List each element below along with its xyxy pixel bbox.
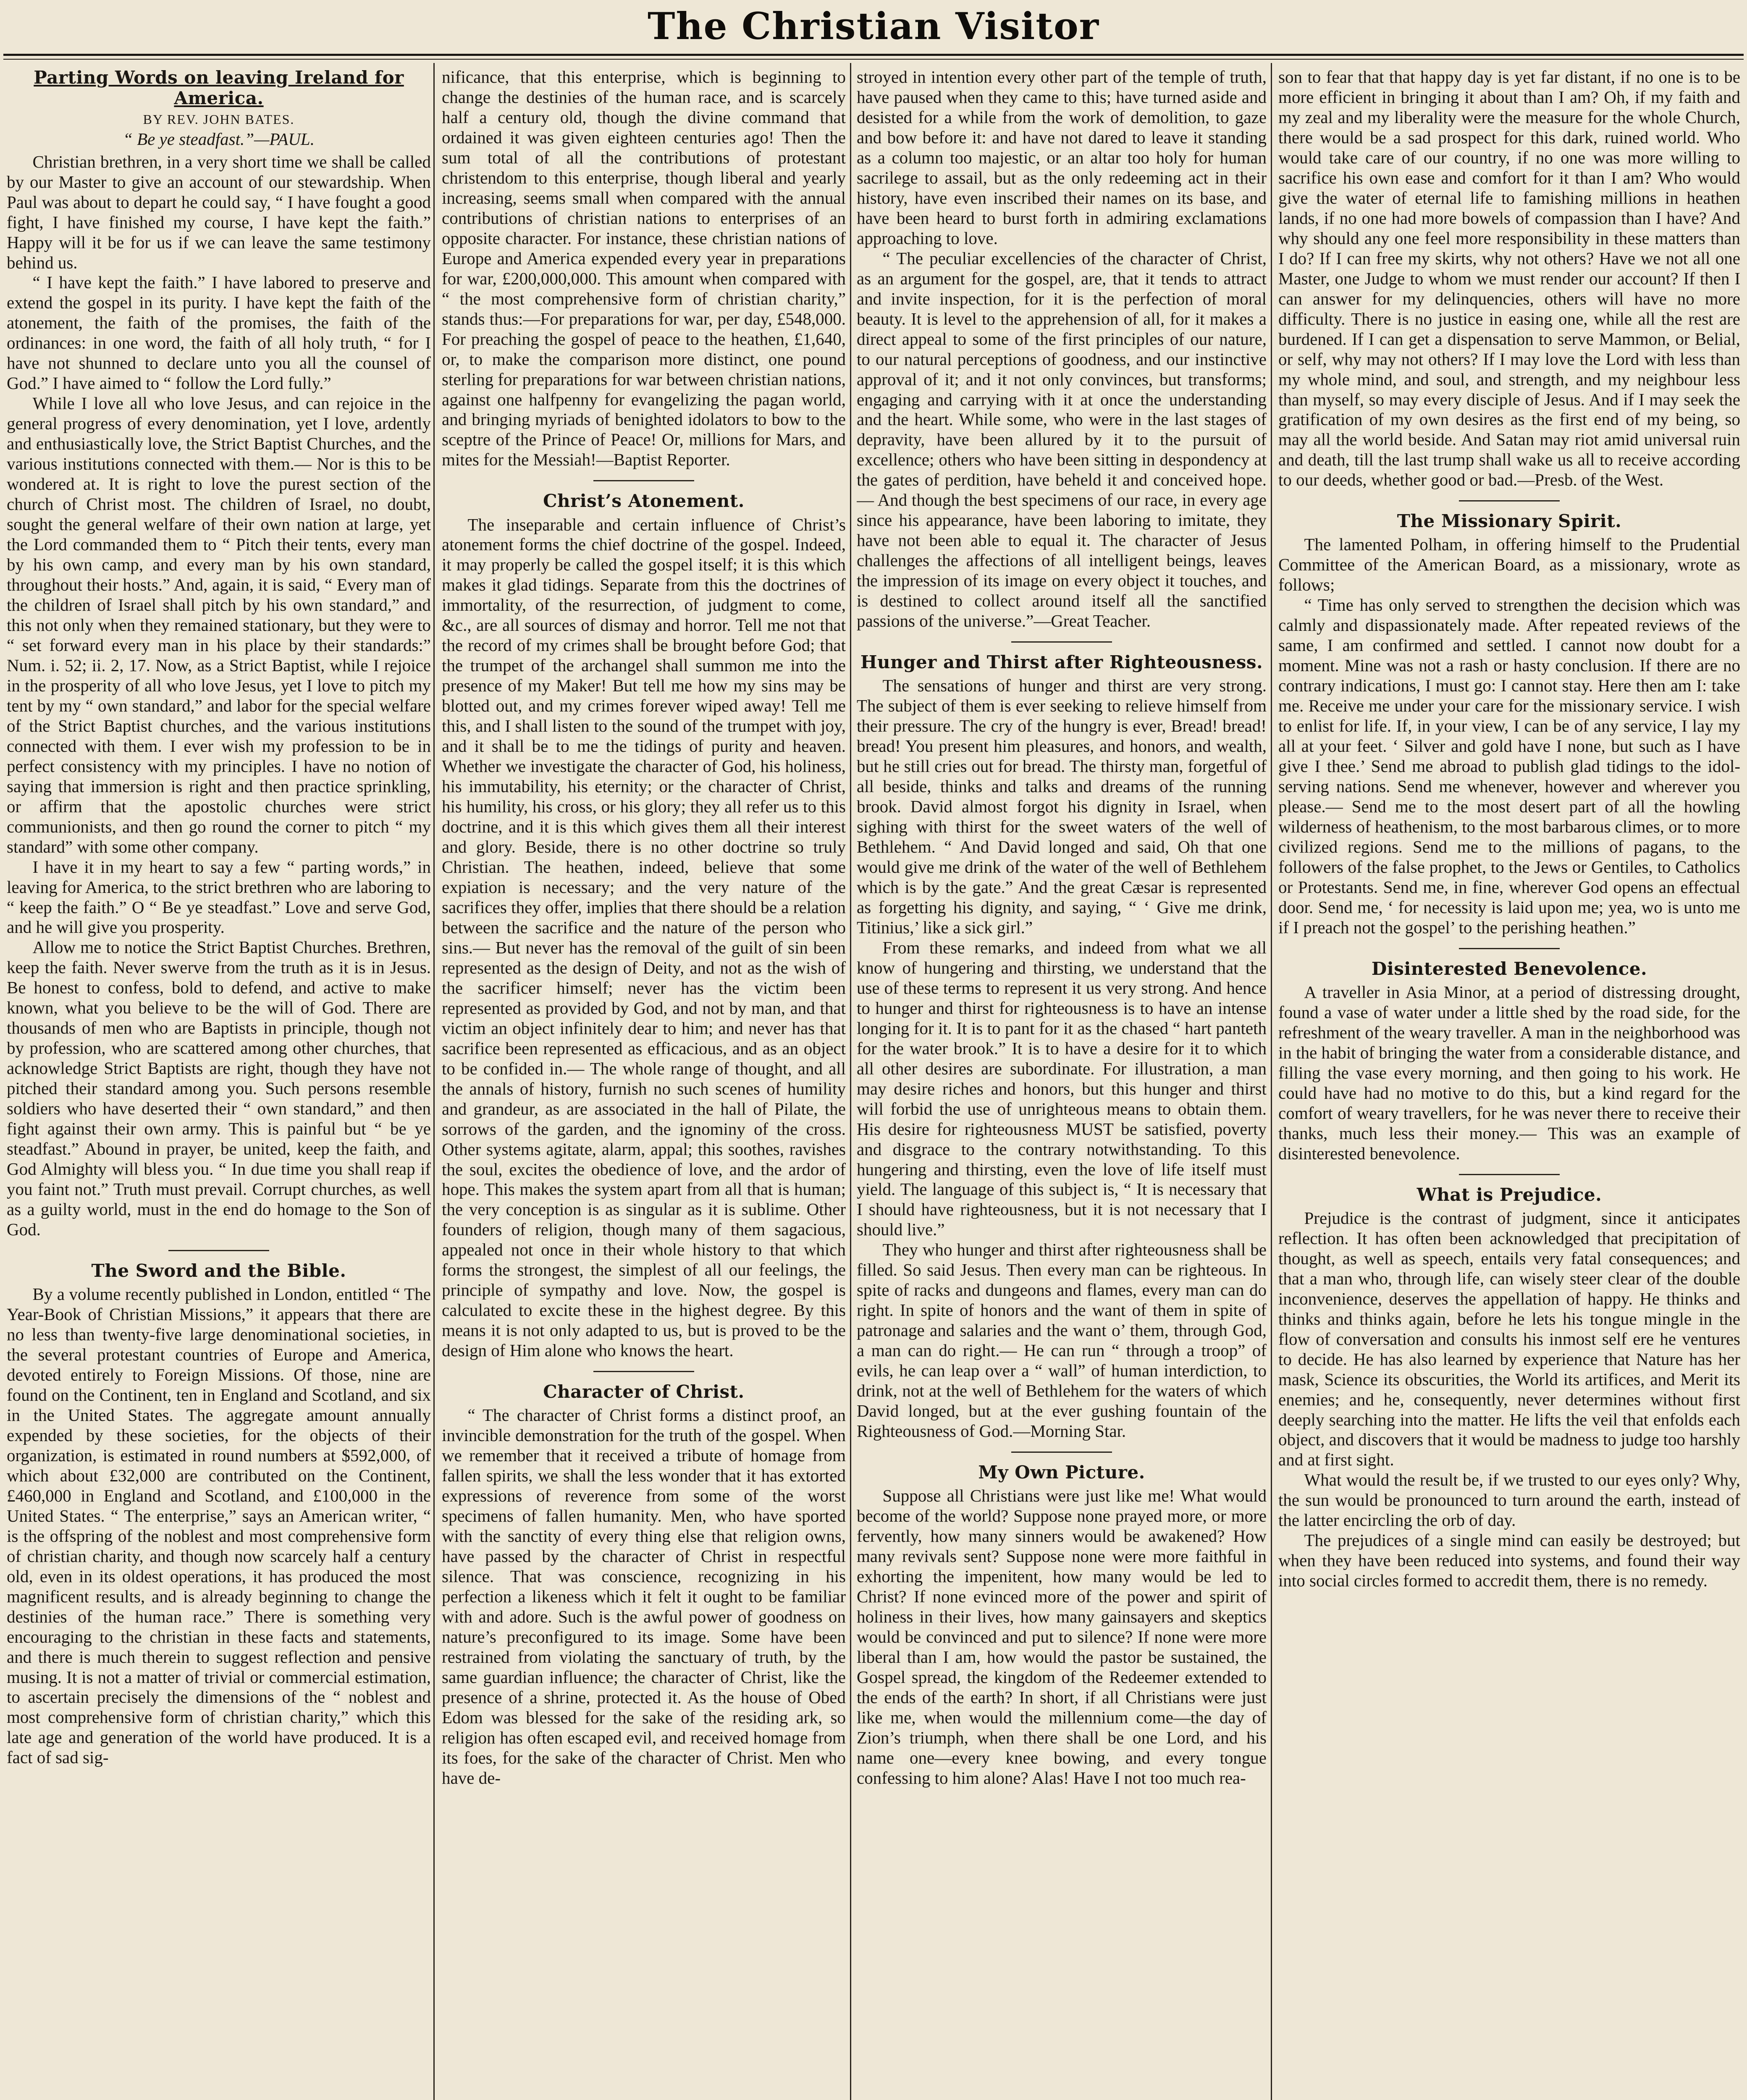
section-separator [593,1371,694,1372]
paragraph: “ I have kept the faith.” I have labored to preserve and extend the gospel in its purity. I have kept the faith of the atonement, the faith of the promises, the faith of the ordinances: in one word, the faith of all holy truth, “ for I have not shunned to declare unto you all the counsel of God.” I have aimed to “ follow the Lord fully.” [7,273,431,393]
paragraph: They who hunger and thirst after righteousness shall be filled. So said Jesus. Then every man can be righteous. In spite of racks and dungeons and flames, every man can do right. In spite of honors and the want of them in spite of patronage and salaries and the want o’ them, through God, a man can do right.— He can run “ through a troop” of evils, he can leap over a “ wall” of human interdiction, to drink, not at the well of Bethlehem for the waters of which David longed, but at the ever gushing fountain of the Righteousness of God.—Morning Star. [857,1240,1267,1441]
article-title: The Missionary Spirit. [1397,511,1622,532]
article-title: Parting Words on leaving Ireland for America. [34,67,404,109]
article-title: Character of Christ. [543,1381,745,1402]
section-separator [1011,641,1112,643]
paragraph-continued: son to fear that that happy day is yet far distant, if no one is to be more efficient in bringing it about than I am? Oh, if my faith and my zeal and my liberality were the measure for the whole Church, there would be a sad prospect for this dark, ruined world. Who would take care of our country, if no one was more willing to sacrifice his own ease and comfort for it than I am? Who would give the water of eternal life to famishing millions in heathen lands, if no one had more bowels of compassion than I have? And why should any one feel more responsibility in these matters than I do? If I can free my skirts, why not others? Have we not all one Master, one Judge to whom we must render our account? If then I can answer for my delinquencies, others will have no more difficulty. There is no justice in easing one, while all the rest are burdened. If I can get a dispensation to serve Mammon, or Belial, or self, why may not others? If I may love the Lord with less than my whole mind, and soul, and strength, and my neighbour less than myself, so may every disciple of Jesus. And if I may seek the gratification of my own desires as the first end of my being, so may all the world beside. And Satan may riot amid universal ruin and death, till the last trump shall wake us all to receive according to our deeds, whether good or bad.—Presb. of the West. [1278,67,1740,490]
masthead-rule [3,54,1744,56]
masthead-title: The Christian Visitor [648,4,1099,48]
column-3 [857,67,1267,2100]
column-1 [7,67,431,2100]
column-divider [850,63,851,2100]
column-divider [1271,63,1272,2100]
section-separator [593,480,694,481]
masthead-rule-thin [3,59,1744,60]
paragraph: “ Time has only served to strengthen the decision which was calmly and dispassionately made. After repeated reviews of the same, I am confirmed and settled. I cannot now doubt for a moment. Mine was not a rash or hasty conclusion. If there are no contrary indications, I must go: I cannot stay. Here then am I: take me. Receive me under your care for the missionary service. I wish to enlist for life. If, in your view, I can be of any service, I lay my all at your feet. ‘ Silver and gold have I none, but such as I have give I thee.’ Send me abroad to publish glad tidings to the idol-serving nations. Send me whenever, however and wherever you please.— Send me to the most desert part of all the howling wilderness of heathenism, to the most barbarous climes, or to more civilized regions. Send me to the millions of pagans, to the followers of the false prophet, to the Jews or Gentiles, to Catholics or Protestants. Send me, in fine, wherever God opens an effectual door. Send me, ‘ for necessity is laid upon me; yea, wo is unto me if I preach not the gospel’ to the perishing heathen.” [1278,595,1740,937]
paragraph: “ The peculiar excellencies of the character of Christ, as an argument for the gospel, are, that it tends to attract and invite inspection, for it is the perfection of moral beauty. It is level to the apprehension of all, for it makes a direct appeal to some of the first principles of our nature, to our natural perceptions of goodness, and our instinctive approval of it; and it not only convinces, but transforms; engaging and carrying with it at once the understanding and the heart. While some, who were in the last stages of depravity, have been allured by it to the pursuit of excellence; others who have been sitting in despondency at the gates of perdition, have beheld it and conceived hope.— And though the best specimens of our race, in every age since his appearance, have been laboring to imitate, they have not been able to equal it. The character of Jesus challenges the affections of all intelligent beings, leaves the impression of its image on every object it touches, and is destined to collect around itself all the sanctified passions of the universe.”—Great Teacher. [857,248,1267,631]
section-separator [1011,1452,1112,1453]
paragraph-continued: nificance, that this enterprise, which is beginning to change the destinies of the human race, and is scarcely half a century old, though the divine command that ordained it was given eighteen centuries ago! Then the sum total of all the contributions of protestant christendom to this enterprise, though liberal and yearly increasing, seems small when compared with the annual contributions of christian nations to enterprises of an opposite character. For instance, these christian nations of Europe and America expended every year in preparations for war, £200,000,000. This amount when compared with “ the most comprehensive form of christian charity,” stands thus:—For preparations for war, per day, £548,000. For preaching the gospel of peace to the heathen, £1,640, or, to make the comparison more distinct, one pound sterling for preparations for war between christian nations, against one halfpenny for evangelizing the pagan world, and bringing myriads of benighted idolators to bow to the sceptre of the Prince of Peace! Or, millions for Mars, and mites for the Messiah!—Baptist Reporter. [442,67,846,470]
paragraph: The prejudices of a single mind can easily be destroyed; but when they have been reduced into systems, and found their way into social circles formed to accredit them, there is no remedy. [1278,1530,1740,1591]
article-title: Christ’s Atonement. [543,491,745,512]
article-title: Hunger and Thirst after Righteousness. [860,652,1263,673]
paragraph: By a volume recently published in London, entitled “ The Year-Book of Christian Missions,” it appears that there are no less than twenty-five large denominational societies, in the several protestant countries of Europe and America, devoted entirely to Foreign Missions. Of those, nine are found on the Continent, ten in England and Scotland, and six in the United States. The aggregate amount annually expended by these societies, for the objects of their organization, is estimated in round numbers at $592,000, of which about £32,000 are contributed on the Continent, £460,000 in England and Scotland, and £100,000 in the United States. “ The enterprise,” says an American writer, “ is the offspring of the noblest and most comprehensive form of christian charity, and though now scarcely half a century old, even in its oldest operations, it has produced the most magnificent results, and is already beginning to change the destinies of the human race.” There is something very encouraging to the christian in these facts and statements, and there is much therein to suggest reflection and pensive musing. It is not a matter of trivial or commercial estimation, to ascertain precisely the dimensions of the “ noblest and most comprehensive form of christian charity,” which this late age and generation of the world have produced. It is a fact of sad sig- [7,1284,431,1767]
paragraph-continued: stroyed in intention every other part of the temple of truth, have paused when they came to this; have turned aside and desisted for a while from the work of demolition, to gaze and bow before it: and have not dared to leave it standing as a column too majestic, or an altar too holy for human sacrilege to assail, but as the only redeeming act in their history, have even inscribed their names on its base, and have been heard to burst forth in admiring exclamations approaching to love. [857,67,1267,248]
section-separator [1459,500,1560,501]
paragraph: I have it in my heart to say a few “ parting words,” in leaving for America, to the strict brethren who are laboring to “ keep the faith.” O “ Be ye steadfast.” Love and serve God, and he will give you prosperity. [7,857,431,937]
article-title: My Own Picture. [978,1462,1145,1483]
section-separator [168,1250,269,1251]
paragraph: The lamented Polham, in offering himself to the Prudential Committee of the American Board, as a missionary, wrote as follows; [1278,535,1740,595]
article-motto: “ Be ye steadfast.”—PAUL. [123,129,315,149]
column-divider [433,63,435,2100]
paragraph: Prejudice is the contrast of judgment, since it anticipates reflection. It has often been acknowledged that precipitation of thought, as well as speech, entails very fatal consequences; and that a man who, through life, can wisely steer clear of the double inconvenience, deserves the appellation of happy. He thinks and thinks and thinks again, before he lets his tongue mingle in the flow of conversation and consults his inmost self ere he ventures to decide. He has also learned by experience that Nature has her mask, Science its obscurities, the World its artifices, and Merit its enemies; and he, consequently, never determines without first deeply searching into the matter. He lifts the veil that enfolds each object, and discovers that it would be madness to judge too harshly and at first sight. [1278,1208,1740,1470]
paragraph: From these remarks, and indeed from what we all know of hungering and thirsting, we understand that the use of these terms to represent it us very strong. And hence to hunger and thirst for righteousness is to have an intense longing for it. It is to pant for it as the chased “ hart panteth for the water brook.” It is to have a desire for it to which all other desires are subordinate. For illustration, a man may desire riches and honors, but this hunger and thirst will forbid the use of unrighteous means to obtain them. His desire for righteousness MUST be satisfied, poverty and disgrace to the contrary notwithstanding. To this hungering and thirsting, even the love of life itself must yield. The language of this subject is, “ It is necessary that I should have righteousness, but it is not necessary that I should live.” [857,937,1267,1239]
paragraph: Christian brethren, in a very short time we shall be called by our Master to give an account of our stewardship. When Paul was about to depart he could say, “ I have fought a good fight, I have finished my course, I have kept the faith.” Happy will it be for us if we can leave the same testimony behind us. [7,152,431,272]
article-byline: BY REV. JOHN BATES. [143,112,295,127]
paragraph: The sensations of hunger and thirst are very strong. The subject of them is ever seeking to relieve himself from their pressure. The cry of the hungry is ever, Bread! bread! bread! You present him pleasures, and honors, and wealth, but he still cries out for bread. The thirsty man, forgetful of all beside, thinks and talks and dreams of the running brook. David almost forgot his dignity in Israel, when sighing with thirst for the sweet waters of the well of Bethlehem. “ And David longed and said, Oh that one would give me drink of the water of the well of Bethlehem which is by the gate.” And the great Cæsar is represented as forgetting his dignity, and saying, “ ‘ Give me drink, Titinius,’ like a sick girl.” [857,676,1267,937]
section-separator [1459,1174,1560,1175]
column-2 [442,67,846,2100]
paragraph: A traveller in Asia Minor, at a period of distressing drought, found a vase of water under a little shed by the road side, for the refreshment of the weary traveller. A man in the neighborhood was in the habit of bringing the water from a considerable distance, and filling the vase every morning, and then going to his work. He could have had no motive to do this, but a kind regard for the comfort of weary travellers, for he was never there to receive their thanks, much less their money.— This was an example of disinterested benevolence. [1278,982,1740,1163]
article-title: The Sword and the Bible. [91,1260,346,1281]
paragraph: Suppose all Christians were just like me! What would become of the world? Suppose none prayed more, or more fervently, how many sinners would be awakened? How many revivals sent? Suppose none were more faithful in exhorting the impenitent, how many would be led to Christ? If none evinced more of the power and spirit of holiness in their lives, how many gainsayers and skeptics would be convinced and put to silence? If none were more liberal than I am, how would the pastor be sustained, the Gospel spread, the kingdom of the Redeemer extended to the ends of the earth? In short, if all Christians were just like me, when would the millennium come—the day of Zion’s triumph, when there shall be one Lord, and his name one—every knee bowing, and every tongue confessing to him alone? Alas! Have I not too much rea- [857,1486,1267,1788]
masthead [0,0,1747,55]
paragraph: While I love all who love Jesus, and can rejoice in the general progress of every denomination, yet I love, ardently and enthusiastically love, the Strict Baptist Churches, and the various institutions connected with them.— Nor is this to be wondered at. It is right to love the purest section of the church of Christ most. The children of Israel, no doubt, sought the general welfare of their own nation at large, yet the Lord commanded them to “ Pitch their tents, every man by his own camp, and every man by his own standard, throughout their hosts.” And, again, it is said, “ Every man of the children of Israel shall pitch by his own standard,” and this not only when they remained stationary, but they were to “ set forward every man in his place by their standards:” Num. i. 52; ii. 2, 17. Now, as a Strict Baptist, while I rejoice in the prosperity of all who love Jesus, yet I love to pitch my tent by my “ own standard,” and labor for the special welfare of the Strict Baptist churches, and the various institutions connected with them. I ever wish my profession to be in perfect consistency with my principles. I have no notion of saying that immersion is right and then practice sprinkling, or affirm that the apostolic churches were strict communionists, and then go round the corner to pitch “ my standard” with some other company. [7,394,431,856]
article-title: What is Prejudice. [1416,1184,1602,1205]
column-4 [1278,67,1740,2100]
paragraph: What would the result be, if we trusted to our eyes only? Why, the sun would be pronounced to turn around the earth, instead of the latter encircling the orb of day. [1278,1470,1740,1530]
paragraph: The inseparable and certain influence of Christ’s atonement forms the chief doctrine of the gospel. Indeed, it may properly be called the gospel itself; it is this which makes it glad tidings. Separate from this the doctrines of immortality, of the resurrection, of judgment to come, &c., are all sources of dismay and horror. Tell me not that the record of my crimes shall be brought before God; that the trumpet of the archangel shall summon me into the presence of my Maker! But tell me how my sins may be blotted out, and my crimes forever wiped away! Tell me this, and I shall listen to the sound of the trumpet with joy, and it shall be to me the tidings of purity and heaven. Whether we investigate the character of God, his holiness, his immutability, his eternity; or the character of Christ, his humility, his cross, or his glory; they all refer us to this doctrine, and it is this which gives them all their interest and glory. Beside, there is no other doctrine so truly Christian. The heathen, indeed, believe that some expiation is necessary; and the very nature of the sacrifices they offer, implies that there should be a relation between the sacrifice and the nature of the person who sins.— But never has the removal of the guilt of sin been represented as the design of Deity, and not as the wish of the sacrificer himself; never has the victim been represented as provided by God, and not by man, and that victim an object infinitely dear to him; and never has that sacrifice been represented as efficacious, and as an object to be confided in.— The whole range of thought, and all the annals of history, furnish no such scenes of humility and grandeur, as are associated in the hall of Pilate, the sorrows of the garden, and the ignominy of the cross. Other systems agitate, alarm, appal; this soothes, ravishes the soul, excites the obedience of love, and the ardor of hope. This makes the system apart from all that is human; the very conception is as singular as it is sublime. Other founders of religion, though many of them sagacious, appealed not once in their whole history to that which forms the strongest, the simplest of all our feelings, the principle of sympathy and love. Now, the gospel is calculated to excite these in the highest degree. By this means it is not only adapted to us, but is proved to be the design of Him alone who knows the heart. [442,514,846,1360]
paragraph: Allow me to notice the Strict Baptist Churches. Brethren, keep the faith. Never swerve from the truth as it is in Jesus. Be honest to confess, bold to defend, and active to make known, what you believe to be the will of God. There are thousands of men who are Baptists in principle, though not by profession, who are scattered among other churches, that acknowledge Strict Baptists are right, though they have not pitched their standard among you. Such persons resemble soldiers who have deserted their “ own standard,” and then fight against their own army. This is painful but “ be ye steadfast.” Abound in prayer, be united, keep the faith, and God Almighty will bless you. “ In due time you shall reap if you faint not.” Truth must prevail. Corrupt churches, as well as a guilty world, must in the end do homage to the Son of God. [7,937,431,1239]
paragraph: “ The character of Christ forms a distinct proof, an invincible demonstration for the truth of the gospel. When we remember that it received a tribute of homage from fallen spirits, we shall the less wonder that it has extorted expressions of reverence from some of the worst specimens of fallen humanity. Men, who have sported with the sanctity of every thing else that religion owns, have passed by the character of Christ in respectful silence. That was conscience, recognizing in his perfection a likeness which it felt it ought to be familiar with and adore. Such is the awful power of goodness on nature’s preconfigured to its image. Some have been restrained from violating the sanctuary of truth, by the same guardian influence; the character of Christ, like the presence of a shrine, protected it. As the house of Obed Edom was blessed for the sake of the residing ark, so religion has often escaped evil, and received homage from its foes, for the sake of the character of Christ. Men who have de- [442,1405,846,1788]
article-title: Disinterested Benevolence. [1371,958,1647,979]
section-separator [1459,948,1560,949]
